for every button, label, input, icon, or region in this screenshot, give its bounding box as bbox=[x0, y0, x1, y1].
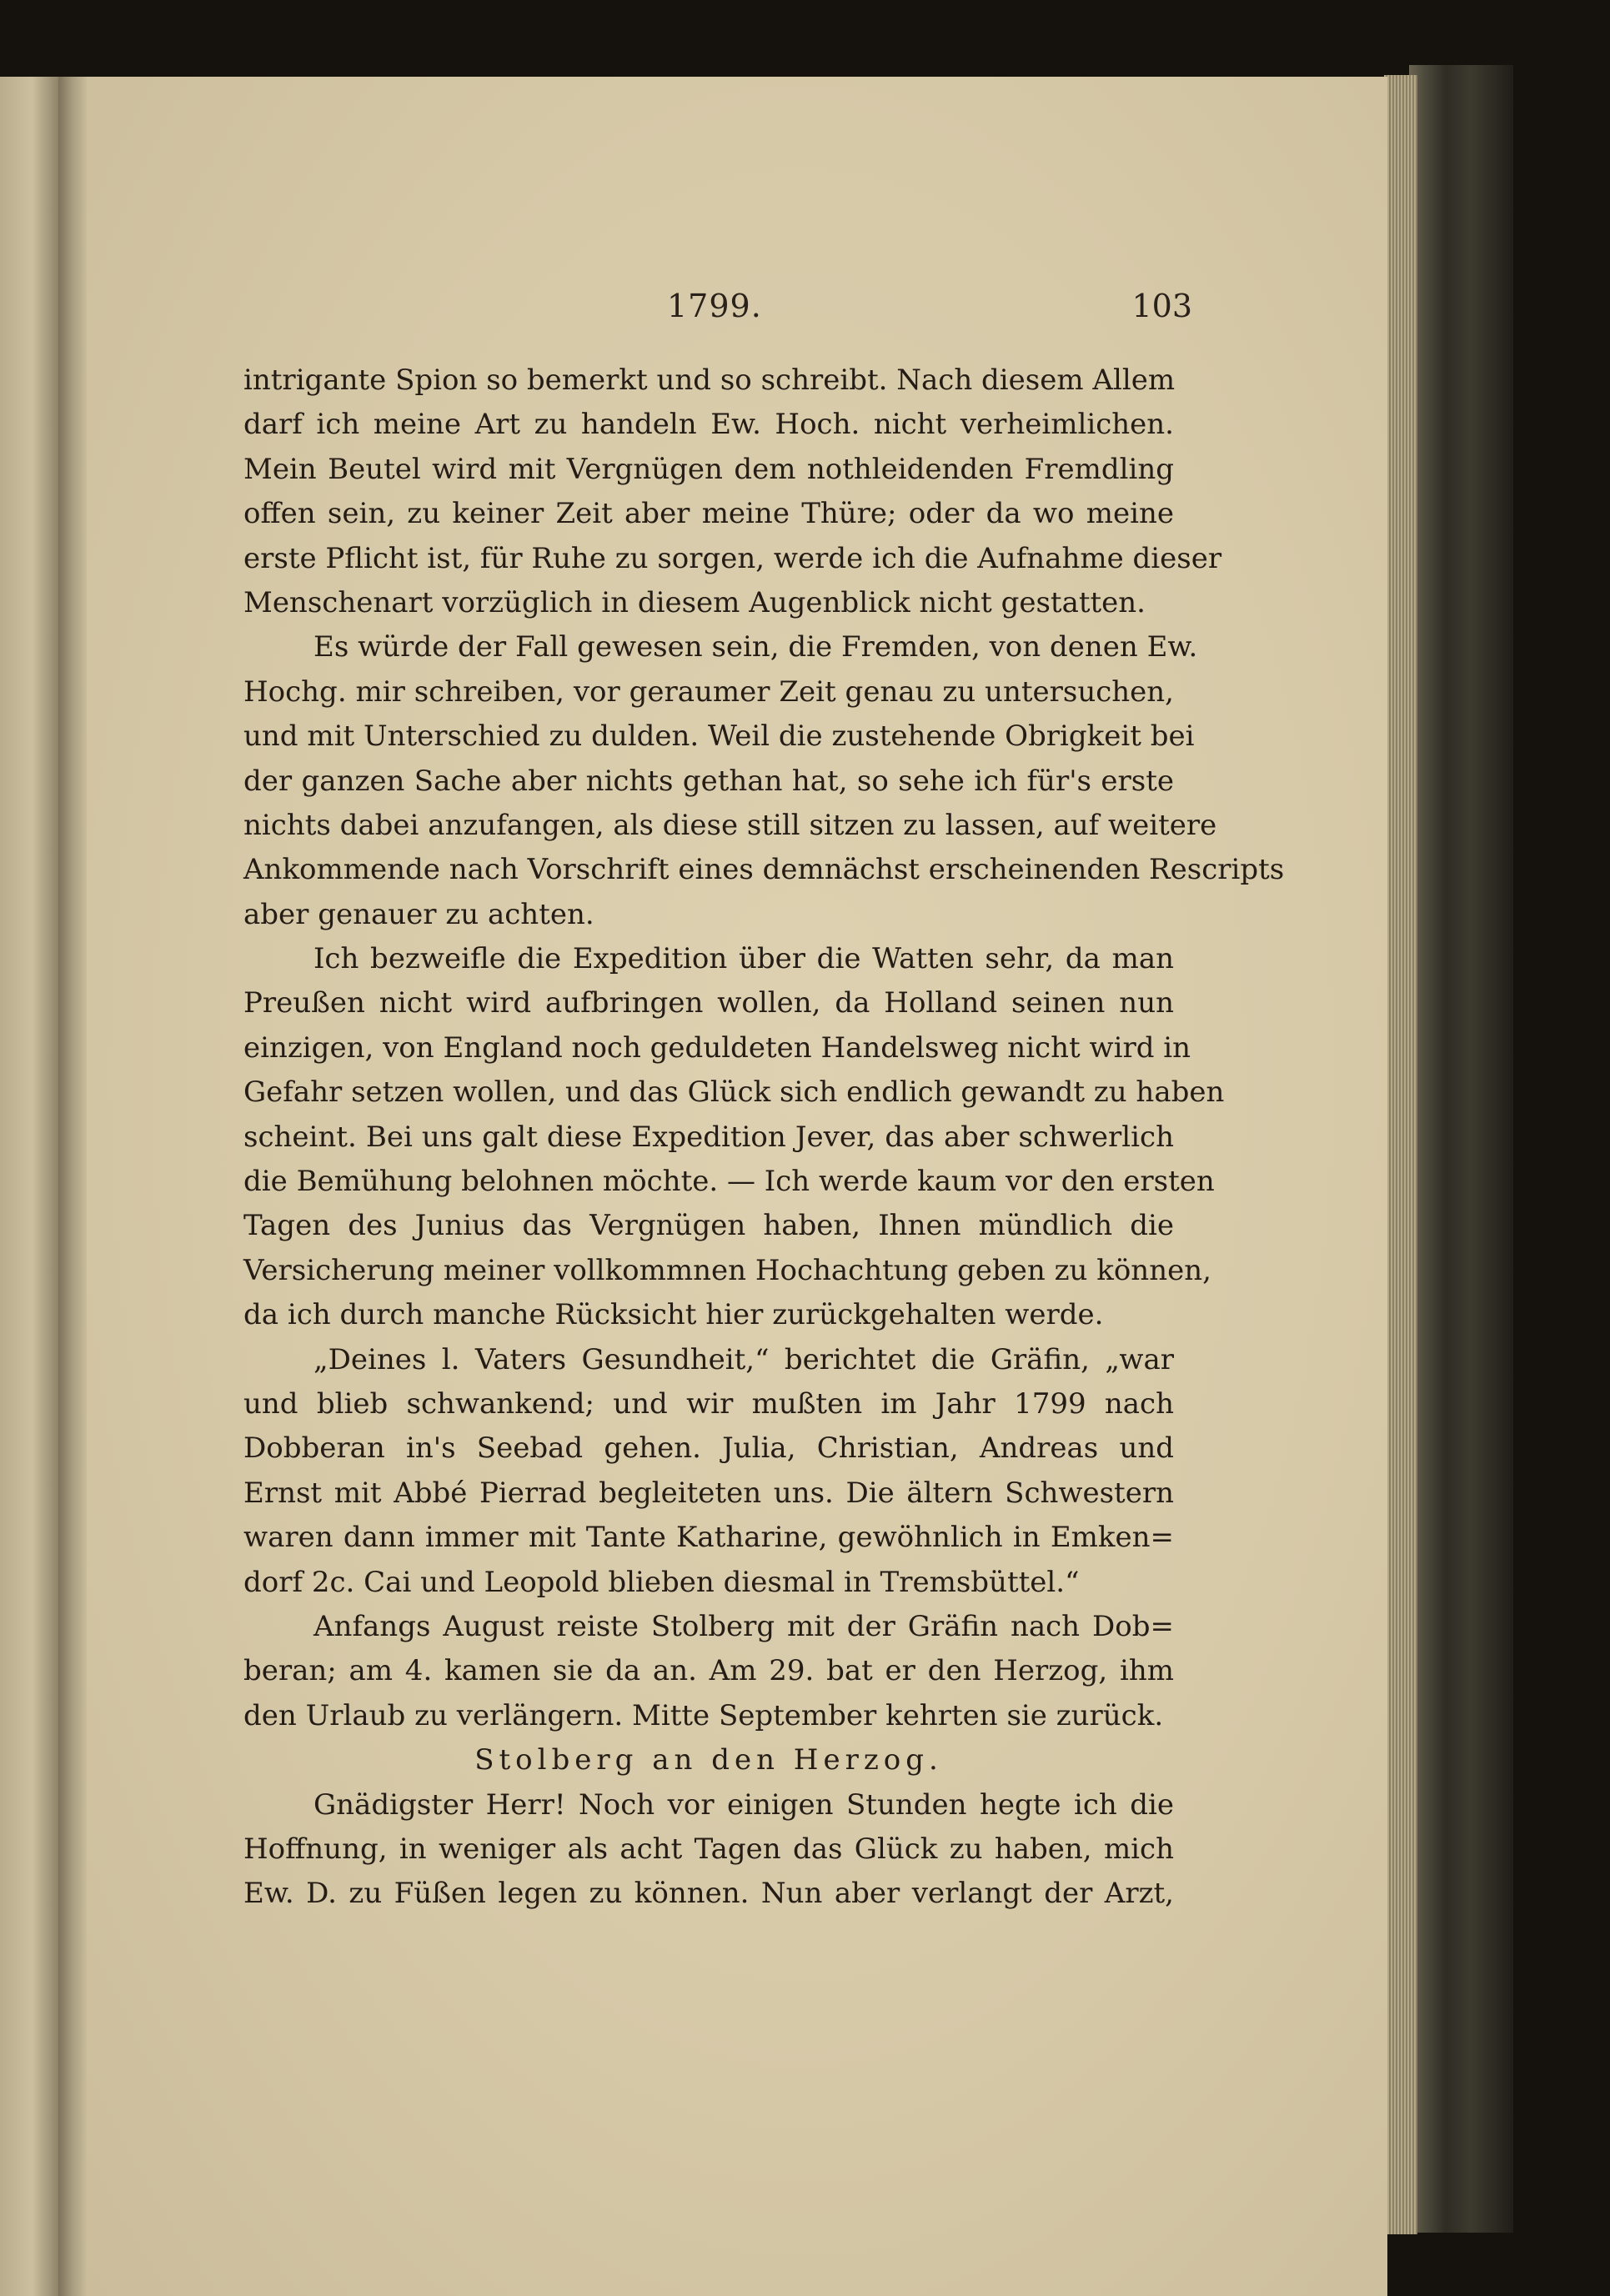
text-line: Dobberan in's Seebad gehen. Julia, Christian, Andreas und bbox=[243, 1431, 1174, 1466]
text-line: Anfangs August reiste Stolberg mit der Gräfin nach Dob= bbox=[313, 1609, 1174, 1643]
text-line: intrigante Spion so bemerkt und so schreibt. Nach diesem Allem bbox=[243, 363, 1176, 397]
text-line: Hochg. mir schreiben, vor geraumer Zeit genau zu untersuchen, bbox=[243, 674, 1174, 709]
text-line: darf ich meine Art zu handeln Ew. Hoch. nicht verheimlichen. bbox=[243, 408, 1174, 442]
page-header bbox=[667, 288, 1192, 329]
text-line: und mit Unterschied zu dulden. Weil die zustehende Obrigkeit bei bbox=[243, 719, 1195, 754]
text-line: Mein Beutel wird mit Vergnügen dem nothleidenden Fremdling bbox=[243, 452, 1174, 486]
text-line: beran; am 4. kamen sie da an. Am 29. bat er den Herzog, ihm bbox=[243, 1654, 1174, 1688]
text-line: erste Pflicht ist, für Ruhe zu sorgen, werde ich die Aufnahme dieser bbox=[243, 541, 1222, 575]
body-text bbox=[243, 358, 1285, 1917]
text-line: Ich bezweifle die Expedition über die Watten sehr, da man bbox=[313, 942, 1174, 976]
running-head: 1799. bbox=[667, 288, 762, 324]
text-line: Ew. D. zu Füßen legen zu können. Nun aber verlangt der Arzt, bbox=[243, 1877, 1174, 1911]
facing-page-edge bbox=[0, 77, 58, 2296]
text-line: „Deines l. Vaters Gesundheit,“ berichtet die Gräfin, „war bbox=[313, 1342, 1174, 1376]
text-line: der ganzen Sache aber nichts gethan hat, so sehe ich für's erste bbox=[243, 764, 1174, 798]
book-gutter bbox=[58, 77, 87, 2296]
text-line: Ankommende nach Vorschrift eines demnächst erscheinenden Rescripts bbox=[243, 853, 1285, 887]
text-line: Menschenart vorzüglich in diesem Augenblick nicht gestatten. bbox=[243, 585, 1146, 619]
text-line: den Urlaub zu verlängern. Mitte September kehrten sie zurück. bbox=[243, 1698, 1164, 1732]
page-number: 103 bbox=[1131, 288, 1192, 324]
text-line: scheint. Bei uns galt diese Expedition Jever, das aber schwerlich bbox=[243, 1120, 1174, 1154]
text-line: offen sein, zu keiner Zeit aber meine Thüre; oder da wo meine bbox=[243, 497, 1174, 531]
text-line: Ernst mit Abbé Pierrad begleiteten uns. Die ältern Schwestern bbox=[243, 1476, 1174, 1510]
text-line: dorf 2c. Cai und Leopold blieben diesmal in Tremsbüttel.“ bbox=[243, 1565, 1080, 1599]
text-line: Preußen nicht wird aufbringen wollen, da Holland seinen nun bbox=[243, 986, 1174, 1020]
text-line: nichts dabei anzufangen, als diese still sitzen zu lassen, auf weitere bbox=[243, 808, 1217, 842]
text-line: Versicherung meiner vollkommnen Hochachtung geben zu können, bbox=[243, 1253, 1211, 1287]
text-line: und blieb schwankend; und wir mußten im Jahr 1799 nach bbox=[243, 1386, 1174, 1421]
section-heading: Stolberg an den Herzog. bbox=[474, 1743, 943, 1777]
text-line: die Bemühung belohnen möchte. — Ich werde kaum vor den ersten bbox=[243, 1165, 1215, 1199]
text-line: da ich durch manche Rücksicht hier zurückgehalten werde. bbox=[243, 1298, 1104, 1332]
text-line: Hoffnung, in weniger als acht Tagen das Glück zu haben, mich bbox=[243, 1832, 1174, 1866]
text-line: Es würde der Fall gewesen sein, die Fremden, von denen Ew. bbox=[313, 630, 1198, 664]
text-line: aber genauer zu achten. bbox=[243, 897, 594, 931]
text-line: Gnädigster Herr! Noch vor einigen Stunden hegte ich die bbox=[313, 1787, 1174, 1822]
text-line: Gefahr setzen wollen, und das Glück sich endlich gewandt zu haben bbox=[243, 1075, 1225, 1110]
book-cover-edge bbox=[1409, 65, 1513, 2233]
text-line: einzigen, von England noch geduldeten Handelsweg nicht wird in bbox=[243, 1030, 1191, 1065]
text-line: waren dann immer mit Tante Katharine, gewöhnlich in Emken= bbox=[243, 1521, 1174, 1555]
text-line: Tagen des Junius das Vergnügen haben, Ihnen mündlich die bbox=[243, 1209, 1174, 1243]
page-stack-edges bbox=[1384, 75, 1417, 2234]
